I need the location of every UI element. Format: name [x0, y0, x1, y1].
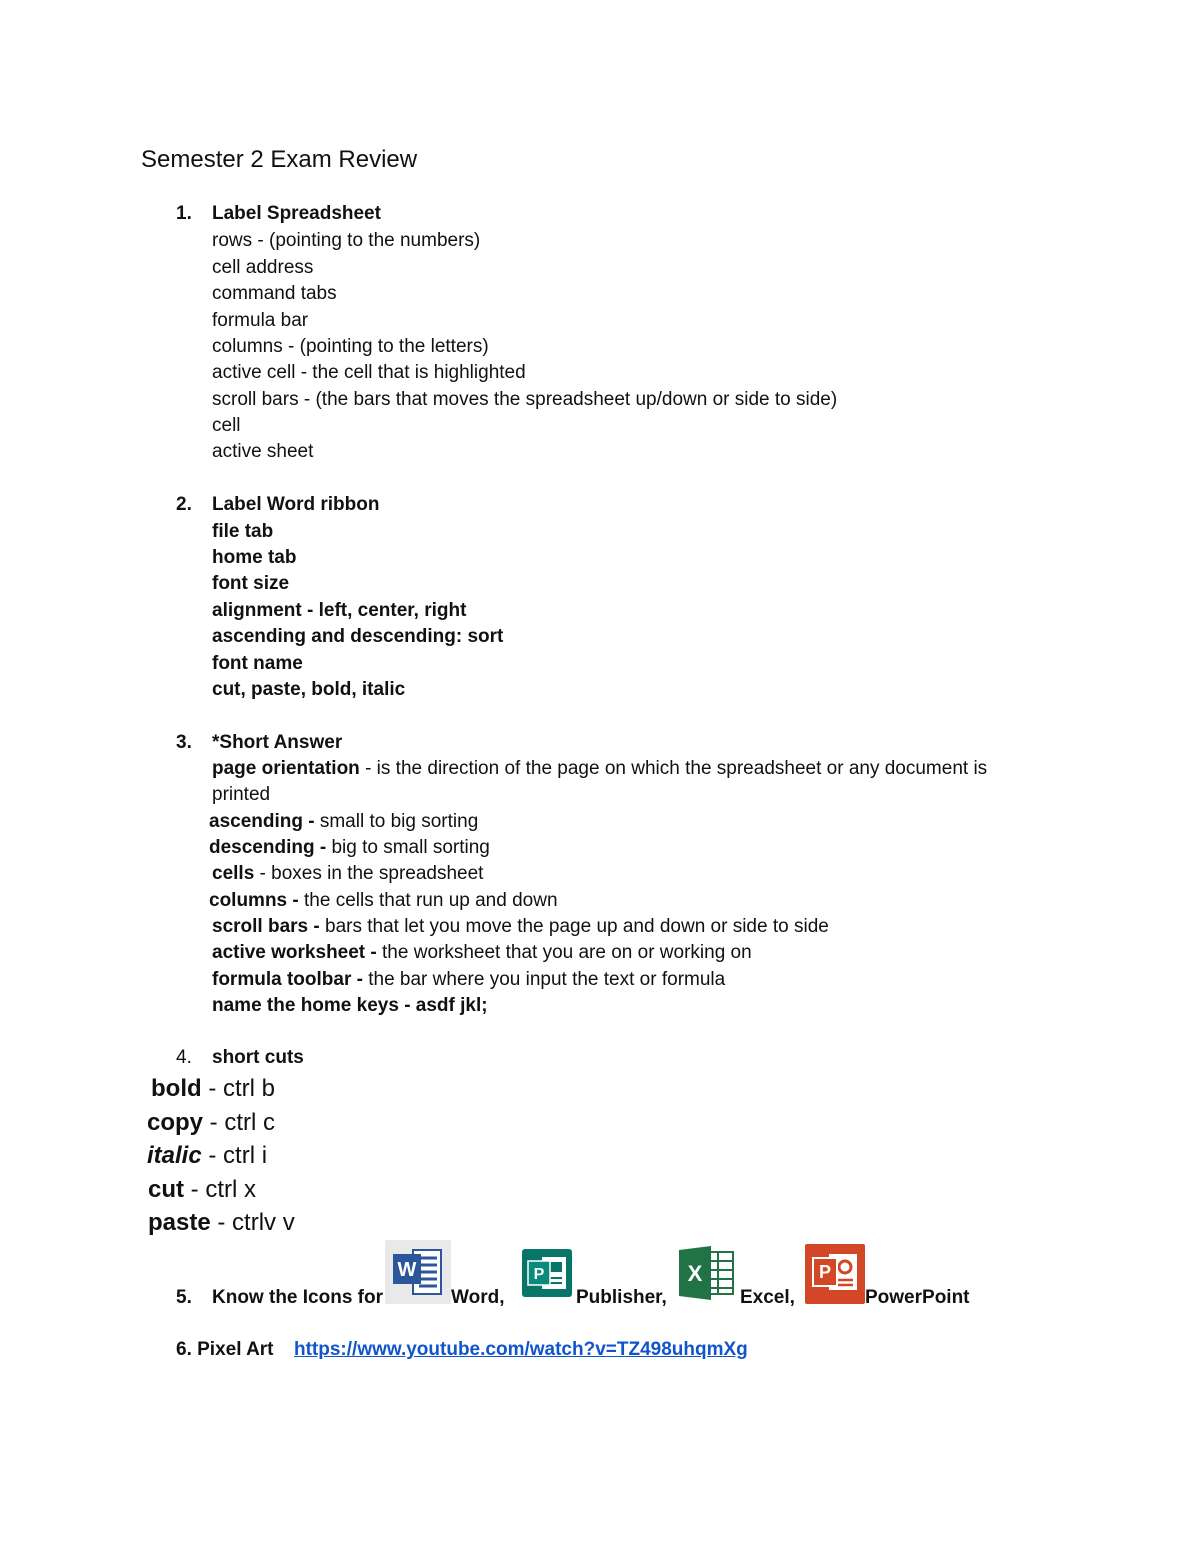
definition-text: the worksheet that you are on or working on: [382, 942, 752, 963]
definition-item: [212, 968, 725, 992]
definition-term: descending -: [209, 837, 332, 858]
definition-term: cells: [212, 863, 255, 884]
list-item: active sheet: [212, 441, 314, 462]
shortcut-item: [148, 1175, 256, 1205]
section-5-lead: Know the Icons for: [212, 1287, 383, 1308]
section-1-heading: Label Spreadsheet: [212, 203, 381, 224]
section-4-number: 4.: [176, 1047, 192, 1068]
section-3-number: 3.: [176, 732, 192, 753]
definition-term: page orientation: [212, 758, 360, 779]
list-item: file tab: [212, 521, 274, 542]
shortcut-keys: - ctrl i: [201, 1142, 268, 1169]
definition-item: [209, 889, 558, 913]
definition-item: [209, 836, 490, 860]
definition-item: [212, 862, 483, 886]
definition-item: [212, 783, 270, 807]
definition-term: name the home keys - asdf jkl;: [212, 995, 488, 1016]
list-item: cell: [212, 415, 241, 436]
shortcut-term: cut: [148, 1176, 184, 1203]
excel-icon-letter: X: [687, 1261, 703, 1286]
powerpoint-icon-letter: P: [818, 1262, 832, 1282]
shortcut-item: [147, 1141, 267, 1171]
shortcut-item: [148, 1208, 295, 1238]
definition-text: printed: [212, 784, 271, 805]
list-item: rows - (pointing to the numbers): [212, 230, 481, 251]
shortcut-term: italic: [147, 1142, 202, 1169]
definition-item: [212, 915, 829, 939]
publisher-icon-letter: P: [533, 1266, 545, 1283]
page-title: Semester 2 Exam Review: [141, 146, 418, 173]
powerpoint-icon: [805, 1244, 865, 1304]
shortcut-keys: - ctrl b: [201, 1075, 275, 1102]
list-item: formula bar: [212, 310, 309, 331]
list-item: columns - (pointing to the letters): [212, 336, 489, 357]
shortcut-item: [151, 1074, 275, 1104]
definition-term: formula toolbar -: [212, 969, 369, 990]
definition-term: active worksheet -: [212, 942, 383, 963]
section-3-heading: *Short Answer: [212, 732, 343, 753]
pixel-art-link[interactable]: https://www.youtube.com/watch?v=TZ498uhqmXg: [294, 1339, 748, 1360]
shortcut-term: bold: [151, 1075, 202, 1102]
section-1-number: 1.: [176, 203, 192, 224]
word-icon: [385, 1240, 451, 1304]
list-item: command tabs: [212, 283, 337, 304]
definition-text: big to small sorting: [331, 837, 490, 858]
list-item: cut, paste, bold, italic: [212, 679, 406, 700]
publisher-icon: [522, 1249, 572, 1297]
definition-text: - is the direction of the page on which the spreadsheet or any document is: [359, 758, 988, 779]
list-item: home tab: [212, 547, 297, 568]
shortcut-item: [147, 1108, 275, 1138]
list-item: active cell - the cell that is highlighted: [212, 362, 526, 383]
definition-item: [212, 941, 752, 965]
excel-label: Excel,: [740, 1287, 795, 1308]
publisher-label: Publisher,: [576, 1287, 667, 1308]
shortcut-keys: - ctrl x: [184, 1176, 256, 1203]
shortcut-term: copy: [147, 1109, 204, 1136]
section-5-number: 5.: [176, 1287, 192, 1308]
list-item: font size: [212, 573, 290, 594]
definition-term: ascending -: [209, 811, 320, 832]
definition-text: small to big sorting: [319, 811, 479, 832]
definition-text: the cells that run up and down: [304, 890, 558, 911]
section-2-heading: Label Word ribbon: [212, 494, 380, 515]
definition-term: scroll bars -: [212, 916, 325, 937]
list-item: font name: [212, 653, 303, 674]
section-2-number: 2.: [176, 494, 192, 515]
definition-item: [212, 994, 488, 1018]
definition-text: - boxes in the spreadsheet: [254, 863, 484, 884]
word-icon-letter: W: [397, 1259, 417, 1281]
list-item: ascending and descending: sort: [212, 626, 504, 647]
definition-text: bars that let you move the page up and down or side to side: [325, 916, 829, 937]
section-4-heading: short cuts: [212, 1047, 304, 1068]
list-item: alignment - left, center, right: [212, 600, 467, 621]
definition-item: [209, 810, 478, 834]
shortcut-keys: - ctrlv v: [210, 1209, 295, 1236]
definition-item: [212, 757, 987, 781]
shortcut-term: paste: [148, 1209, 211, 1236]
shortcut-keys: - ctrl c: [203, 1109, 276, 1136]
definition-term: columns -: [209, 890, 305, 911]
word-label: Word,: [451, 1287, 505, 1308]
excel-icon: [677, 1244, 737, 1302]
list-item: cell address: [212, 257, 314, 278]
powerpoint-label: PowerPoint: [865, 1287, 970, 1308]
section-6-heading: 6. Pixel Art: [176, 1339, 274, 1360]
list-item: scroll bars - (the bars that moves the spreadsheet up/down or side to side): [212, 389, 838, 410]
definition-text: the bar where you input the text or formula: [368, 969, 726, 990]
